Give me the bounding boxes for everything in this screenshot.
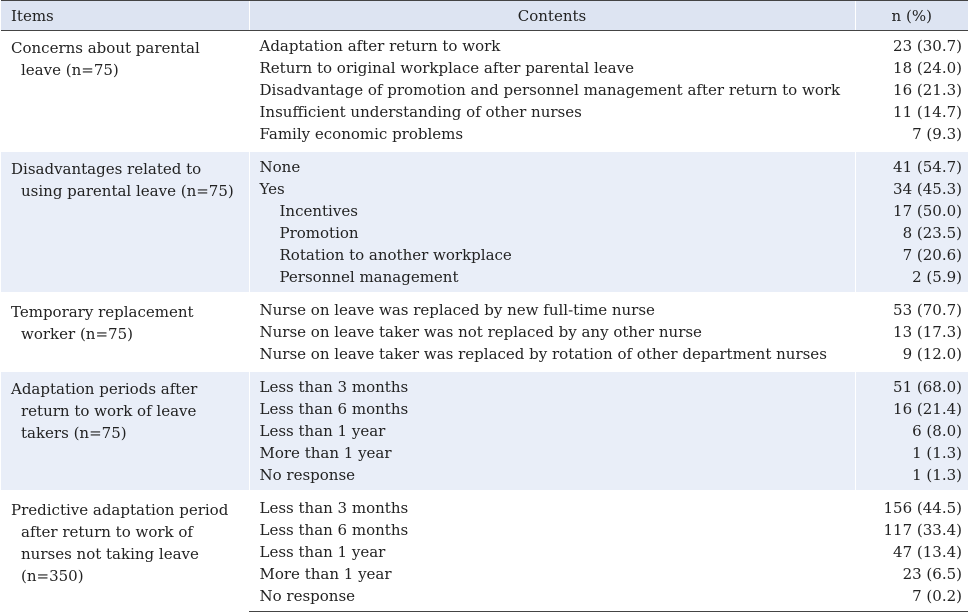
content-cell: Nurse on leave taker was replaced by rotation of other department nurses: [249, 343, 855, 371]
n-cell: 16 (21.4): [855, 398, 968, 420]
item-label: Adaptation periods after return to work of leave takers (n=75): [11, 380, 198, 442]
n-cell: 1 (1.3): [855, 464, 968, 492]
n-cell: 7 (20.6): [855, 244, 968, 266]
header-n-percent: n (%): [855, 1, 968, 31]
item-label: Predictive adaptation period after return to work of nurses not taking leave (n=350): [11, 501, 229, 585]
content-cell: Incentives: [249, 200, 855, 222]
item-cell: [1, 31, 249, 151]
n-cell: 51 (68.0): [855, 371, 968, 399]
content-cell: Less than 1 year: [249, 420, 855, 442]
group-predictive-adaptation: [1, 492, 968, 612]
content-cell: Nurse on leave was replaced by new full-time nurse: [249, 294, 855, 322]
table-row: [1, 31, 968, 58]
n-cell: 23 (6.5): [855, 563, 968, 585]
table-row: [1, 492, 968, 520]
content-cell: Return to original workplace after parental leave: [249, 57, 855, 79]
n-cell: 41 (54.7): [855, 151, 968, 179]
content-cell: Nurse on leave taker was not replaced by any other nurse: [249, 321, 855, 343]
content-cell: Less than 3 months: [249, 371, 855, 399]
content-cell: Adaptation after return to work: [249, 31, 855, 58]
content-cell: Family economic problems: [249, 123, 855, 151]
content-cell: Insufficient understanding of other nurses: [249, 101, 855, 123]
item-cell: [1, 371, 249, 492]
content-cell: No response: [249, 464, 855, 492]
n-cell: 34 (45.3): [855, 178, 968, 200]
n-cell: 9 (12.0): [855, 343, 968, 371]
n-cell: 16 (21.3): [855, 79, 968, 101]
group-replacement-worker: [1, 294, 968, 371]
table-row: [1, 371, 968, 399]
item-cell: [1, 151, 249, 294]
n-cell: 18 (24.0): [855, 57, 968, 79]
group-concerns: [1, 31, 968, 151]
n-cell: 13 (17.3): [855, 321, 968, 343]
n-cell: 23 (30.7): [855, 31, 968, 58]
n-cell: 6 (8.0): [855, 420, 968, 442]
content-cell: More than 1 year: [249, 563, 855, 585]
n-cell: 156 (44.5): [855, 492, 968, 520]
n-cell: 117 (33.4): [855, 519, 968, 541]
table-row: [1, 151, 968, 179]
content-cell: Disadvantage of promotion and personnel management after return to work: [249, 79, 855, 101]
content-cell: Rotation to another workplace: [249, 244, 855, 266]
content-cell: Less than 6 months: [249, 519, 855, 541]
content-cell: None: [249, 151, 855, 179]
n-cell: 53 (70.7): [855, 294, 968, 322]
header-contents: Contents: [249, 1, 855, 31]
item-label: Concerns about parental leave (n=75): [11, 39, 200, 79]
n-cell: 2 (5.9): [855, 266, 968, 294]
n-cell: 17 (50.0): [855, 200, 968, 222]
item-label: Disadvantages related to using parental leave (n=75): [11, 160, 234, 200]
table-row: [1, 294, 968, 322]
n-cell: 1 (1.3): [855, 442, 968, 464]
content-cell: No response: [249, 585, 855, 612]
item-cell: [1, 294, 249, 371]
header-items: Items: [1, 1, 249, 31]
n-cell: 7 (0.2): [855, 585, 968, 612]
content-cell: Less than 6 months: [249, 398, 855, 420]
n-cell: 7 (9.3): [855, 123, 968, 151]
content-cell: Personnel management: [249, 266, 855, 294]
header-row: [1, 1, 968, 31]
n-cell: 47 (13.4): [855, 541, 968, 563]
content-cell: Yes: [249, 178, 855, 200]
results-table: [1, 0, 968, 612]
n-cell: 8 (23.5): [855, 222, 968, 244]
content-cell: More than 1 year: [249, 442, 855, 464]
content-cell: Promotion: [249, 222, 855, 244]
content-cell: Less than 3 months: [249, 492, 855, 520]
n-cell: 11 (14.7): [855, 101, 968, 123]
item-cell: [1, 492, 249, 612]
group-disadvantages: [1, 151, 968, 294]
item-label: Temporary replacement worker (n=75): [11, 303, 194, 343]
content-cell: Less than 1 year: [249, 541, 855, 563]
group-adaptation-periods: [1, 371, 968, 492]
